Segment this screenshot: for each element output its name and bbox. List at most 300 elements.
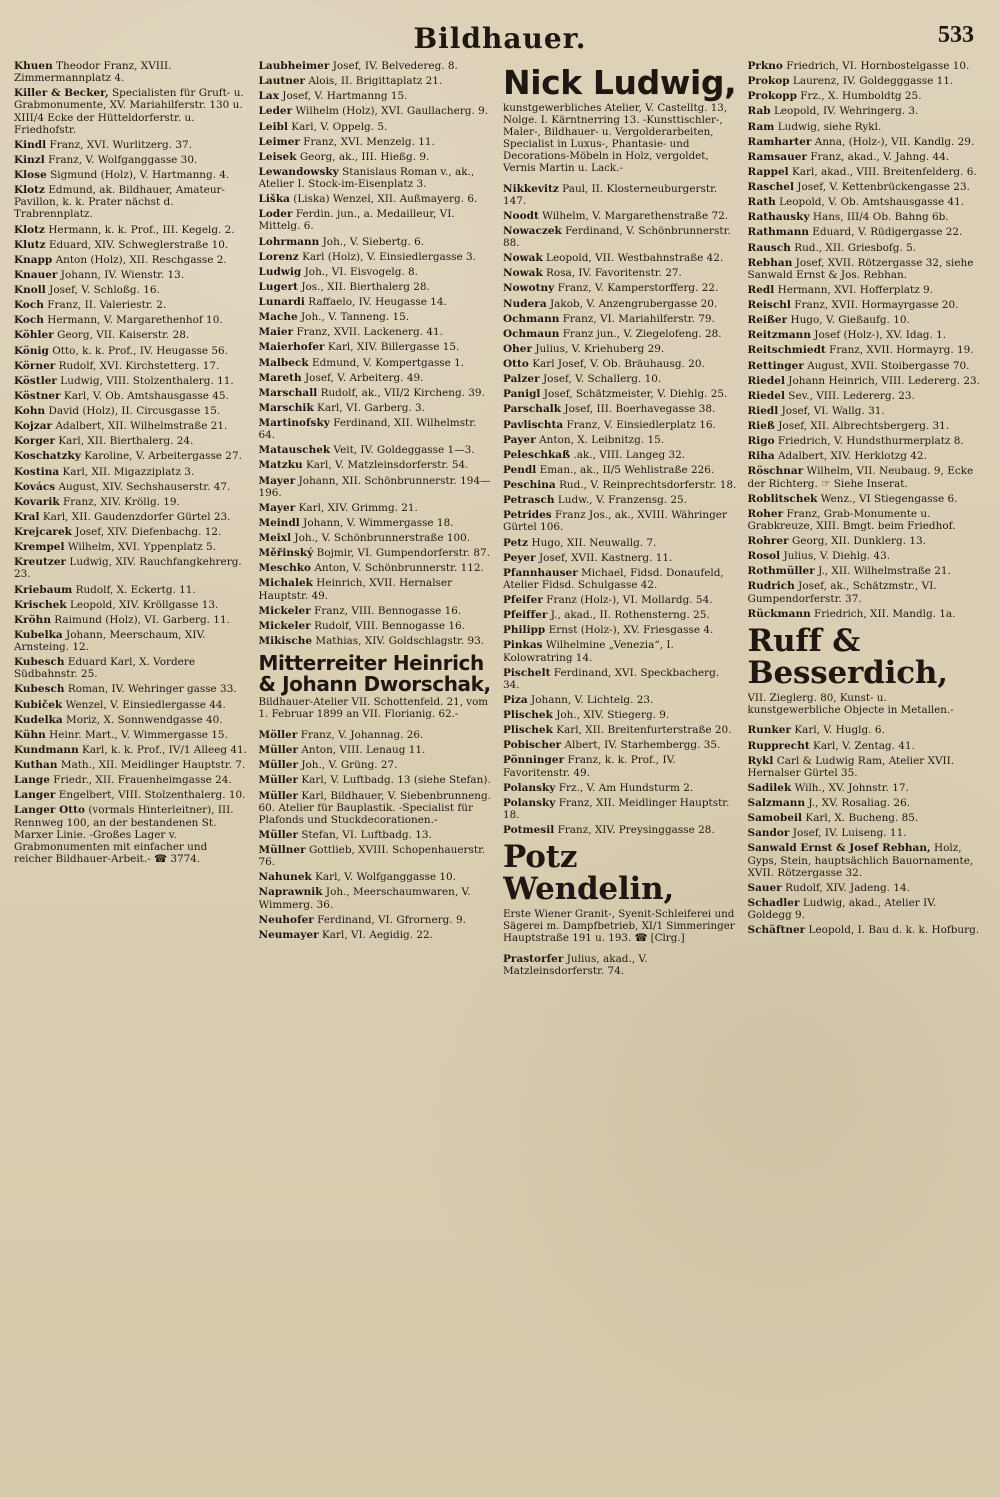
directory-entry [259, 517, 494, 529]
entry-details: Josef, XIV. Diefenbachg. 12. [71, 526, 222, 538]
entry-name: Rab [747, 105, 771, 118]
entry-name: Roher [747, 507, 784, 520]
directory-entry [259, 774, 494, 786]
directory-entry [14, 699, 249, 711]
entry-details: Sev., VIII. Ledererg. 23. [784, 389, 915, 402]
entry-name: Koch [14, 299, 44, 312]
entry-details: Wilhelm, VII. Neubaug. 9, Ecke der Richterg. ☞ Siehe Inserat. [747, 465, 974, 490]
entry-details: Josef, VI. Wallg. 31. [778, 404, 885, 417]
directory-entry [503, 403, 738, 415]
directory-entry [259, 105, 494, 117]
entry-details: Karl, XIV. Billergasse 15. [324, 341, 460, 354]
entry-details: Frz., X. Humboldtg 25. [796, 90, 922, 103]
entry-details: Karl, V. Oppelg. 5. [287, 120, 388, 133]
entry-details: Wilhelm, XVI. Yppenplatz 5. [64, 541, 216, 554]
entry-details: Jos., XII. Bierthalerg 28. [298, 280, 430, 293]
entry-details: Ferdinand, XII. Wilhelmstr. 64. [258, 417, 477, 442]
entry-details: Anton, X. Leibnitzg. 15. [535, 433, 665, 446]
directory-entry [748, 550, 983, 562]
directory-entry [14, 284, 249, 296]
entry-details: Karl, XII. Breitenfurterstraße 20. [552, 724, 732, 737]
directory-entry [748, 314, 983, 326]
directory-entry [503, 609, 738, 621]
entry-name: Reitschmiedt [747, 344, 826, 357]
entry-details: Josef, V. Hartmanng 15. [278, 90, 408, 103]
directory-entry [14, 224, 249, 236]
directory-entry [259, 311, 494, 323]
directory-entry [503, 282, 738, 294]
entry-name: Marschik [258, 401, 314, 414]
entry-details: Anton (Holz), XII. Reschgasse 2. [52, 253, 227, 266]
entry-name: Klotz [14, 184, 45, 197]
entry-name: Rosol [747, 550, 781, 563]
directory-entry [14, 729, 249, 741]
directory-entry [748, 90, 983, 102]
directory-entry [748, 121, 983, 133]
directory-entry [14, 804, 249, 865]
entry-name: Rothmüller [747, 565, 815, 578]
entry-name: Müller [258, 759, 299, 772]
directory-entry [503, 709, 738, 721]
directory-entry [14, 184, 249, 220]
directory-entry [259, 417, 494, 441]
directory-entry [259, 444, 494, 456]
page-number: 533 [938, 22, 974, 48]
directory-entry [259, 151, 494, 163]
directory-entry [748, 226, 983, 238]
entry-name: Plischek [503, 724, 553, 737]
entry-details: Hans, III/4 Ob. Bahng 6b. [809, 211, 949, 224]
entry-details: Engelbert, VIII. Stolzenthalerg. 10. [55, 789, 246, 802]
entry-name: Sadilek [747, 781, 792, 794]
directory-entry [259, 829, 494, 841]
directory-entry [14, 629, 249, 653]
directory-entry [259, 208, 494, 232]
entry-name: Rigo [747, 435, 775, 448]
directory-entry [503, 594, 738, 606]
entry-name: Kubelka [14, 628, 63, 641]
entry-details: Rud., V. Reinprechtsdorferstr. 18. [555, 479, 737, 492]
entry-details: Franz, V. Kamperstorfferg. 22. [554, 282, 719, 295]
entry-details: Wilhelm, V. Margarethenstraße 72. [538, 209, 729, 222]
directory-entry [503, 252, 738, 264]
entry-name: Korger [14, 435, 56, 448]
entry-name: Panigl [503, 388, 541, 401]
directory-entry [259, 871, 494, 883]
entry-details: Roman, IV. Wehringer gasse 33. [64, 683, 237, 696]
advertisement-title: Potz Wendelin, [503, 839, 675, 908]
entry-name: Rohrer [747, 535, 789, 547]
entry-details: Leopold, I. Bau d. k. k. Hofburg. [805, 924, 980, 937]
entry-name: Potmesil [503, 824, 555, 837]
directory-entry [748, 105, 983, 117]
entry-details: Josef, Schätzmeister, V. Diehlg. 25. [540, 388, 728, 401]
entry-details: Rudolf, XVI. Kirchstetterg. 17. [55, 359, 220, 372]
directory-entry [259, 402, 494, 414]
entry-details: Math., XII. Meidlinger Hauptstr. 7. [57, 759, 246, 771]
directory-entry [503, 225, 738, 249]
entry-details: Josef, III. Boerhavegasse 38. [561, 403, 716, 416]
advertisement-body: Erste Wiener Granit-, Syenit-Schleiferei und Sägerei m. Dampfbetrieb, XI/1 Simmeringer Hauptstraße 191 u. 193. ☎ [Clrg.] [503, 908, 735, 944]
entry-name: Nowotny [503, 282, 555, 295]
entry-name: Schadler [747, 896, 800, 909]
entry-details: Karl, akad., VIII. Breitenfelderg. 6. [788, 165, 977, 178]
entry-name: Kühn [14, 728, 46, 741]
entry-name: Koch [14, 314, 44, 327]
entry-details: Karl, XII. Migazziplatz 3. [59, 465, 195, 478]
entry-name: Krejcarek [14, 526, 72, 538]
directory-entry [259, 372, 494, 384]
entry-name: Rupprecht [747, 739, 810, 752]
directory-entry [259, 844, 494, 868]
entry-details: Franz, XIV. Preysinggasse 28. [554, 824, 715, 837]
entry-details: Johann, IV. Wienstr. 13. [57, 268, 185, 281]
directory-entry [748, 435, 983, 447]
directory-entry [259, 281, 494, 293]
entry-details: Moriz, X. Sonnwendgasse 40. [62, 713, 223, 726]
entry-name: Pischelt [503, 666, 551, 679]
advertisement [503, 63, 738, 175]
directory-entry [259, 326, 494, 338]
directory-entry [259, 929, 494, 941]
directory-entry [748, 344, 983, 356]
directory-entry [259, 729, 494, 741]
entry-name: Rieß [747, 420, 775, 432]
entry-details: Josef, V. Arbeiterg. 49. [301, 371, 424, 384]
entry-details: Adalbert, XII. Wilhelmstraße 21. [52, 420, 228, 433]
entry-details: Edmund, V. Kompertgasse 1. [308, 356, 465, 369]
entry-details: Julius, akad., V. Matzleinsdorferstr. 74. [503, 952, 648, 978]
directory-entry [259, 236, 494, 248]
entry-details: Friedrich, V. Hundsthurmerplatz 8. [774, 435, 964, 448]
directory-entry [503, 328, 738, 340]
entry-details: Ludw., V. Franzensg. 25. [554, 494, 688, 507]
directory-entry [503, 754, 738, 778]
directory-entry [503, 494, 738, 506]
entry-name: Müller [258, 789, 299, 802]
entry-name: König [14, 344, 49, 357]
entry-name: Lunardi [258, 296, 305, 308]
entry-name: Rathausky [747, 211, 810, 224]
entry-details: Franz, V. Johannag. 26. [297, 729, 424, 742]
entry-details: Hermann, XVI. Hofferplatz 9. [774, 283, 933, 296]
entry-details: Josef (Holz-), XV. Idag. 1. [810, 329, 947, 342]
entry-details: Karl, k. k. Prof., IV/1 Alleeg 41. [78, 743, 247, 756]
entry-name: Michalek [258, 577, 313, 590]
entry-name: Rath [747, 196, 776, 209]
directory-entry [14, 329, 249, 341]
entry-details: Franz, XIV. Kröllg. 19. [59, 495, 180, 508]
directory-entry [259, 90, 494, 102]
entry-name: Sanwald Ernst & Josef Rebhan, [747, 842, 931, 855]
entry-details: Friedrich, XII. Mandlg. 1a. [810, 607, 956, 620]
entry-details: Wilh., XV. Johnstr. 17. [791, 781, 909, 794]
directory-entry [748, 580, 983, 604]
entry-name: Marschall [258, 386, 318, 399]
entry-details: Franz, XVII. Hormayrgasse 20. [790, 299, 959, 311]
entry-details: Karl (Holz), V. Einsiedlergasse 3. [298, 250, 476, 263]
entry-details: Rosa, IV. Favoritenstr. 27. [542, 267, 682, 280]
entry-details: (vormals Hinterleitner), III. Rennweg 100, an der bestandenen St. Marxer Linie. -Großes Lager v. Grabmonumenten mit einfacher und reicher Bildhauer-Arbeit.- ☎ 3774. [14, 804, 234, 865]
directory-entry [748, 782, 983, 794]
directory-entry [748, 882, 983, 894]
entry-name: Körner [14, 359, 56, 372]
entry-details: Specialisten für Gruft- u. Grabmonumente, XV. Mariahilferstr. 130 u. XIII/4 Ecke der Hütteldorferstr. u. Friedhofstr. [14, 87, 244, 136]
entry-details: Franz Jos., ak., XVIII. Währinger Gürtel 106. [503, 509, 727, 534]
entry-name: Ram [747, 120, 775, 133]
directory-entry [14, 614, 249, 626]
entry-details: Johann, XII. Schönbrunnerstr. 194—196. [258, 474, 491, 499]
entry-name: Rappel [747, 165, 789, 178]
entry-details: Karl, V. Wolfganggasse 10. [311, 871, 456, 884]
entry-name: Pendl [503, 463, 537, 476]
entry-details: Leopold, XIV. Kröllgasse 13. [66, 598, 219, 611]
entry-details: Franz, V. Wolfganggasse 30. [44, 153, 198, 166]
directory-entry [14, 139, 249, 151]
column-4 [748, 60, 987, 1490]
entry-details: Bojmir, VI. Gumpendorferstr. 87. [313, 547, 490, 560]
entry-details: Franz, V. Einsiedlerplatz 16. [563, 418, 716, 431]
directory-columns [14, 60, 986, 1490]
entry-name: Neumayer [258, 928, 319, 941]
entry-details: Josef, XVII. Kastnerg. 11. [535, 551, 673, 564]
directory-entry [503, 479, 738, 491]
entry-details: Adalbert, XIV. Herklotzg 42. [774, 450, 927, 463]
entry-name: Kohn [14, 405, 46, 417]
entry-name: Nowak [503, 252, 543, 265]
entry-name: Leibl [258, 120, 288, 133]
directory-entry [503, 298, 738, 310]
entry-name: Lorenz [258, 250, 299, 263]
entry-details: Wenzel, V. Einsiedlergasse 44. [62, 698, 226, 711]
directory-entry [748, 211, 983, 223]
entry-details: Karl, VI. Garberg. 3. [313, 401, 426, 414]
directory-entry [748, 812, 983, 824]
directory-entry [503, 953, 738, 977]
directory-entry [748, 299, 983, 311]
entry-name: Langer [14, 789, 56, 802]
entry-name: Nahunek [258, 871, 312, 884]
directory-entry [503, 667, 738, 691]
entry-details: Rudolf, XIV. Jadeng. 14. [781, 881, 910, 894]
directory-entry [14, 556, 249, 580]
entry-details: Eduard, V. Rüdigergasse 22. [808, 226, 963, 239]
directory-entry [14, 511, 249, 523]
entry-name: Neuhofer [258, 913, 314, 926]
entry-name: Röschnar [747, 465, 804, 478]
entry-details: Joh., VI. Eisvogelg. 8. [301, 265, 419, 278]
entry-name: Pobischer [503, 739, 562, 752]
entry-details: Leopold, IV. Wehringerg. 3. [770, 105, 919, 118]
entry-name: Peschina [503, 479, 556, 492]
directory-entry [14, 496, 249, 508]
entry-name: Ochmann [503, 312, 560, 325]
entry-name: Mareth [258, 371, 302, 384]
directory-entry [259, 166, 494, 190]
entry-name: Krischek [14, 598, 67, 611]
entry-details: Karl, V. Huglg. 6. [791, 724, 885, 737]
entry-details: Josef, V. Kettenbrückengasse 23. [793, 181, 970, 193]
entry-name: Nowak [503, 267, 543, 280]
entry-name: Leisek [258, 150, 297, 163]
directory-entry [259, 136, 494, 148]
entry-name: Payer [503, 433, 536, 446]
entry-name: Lohrmann [258, 235, 320, 248]
directory-entry [748, 196, 983, 208]
directory-entry [503, 464, 738, 476]
directory-entry [748, 151, 983, 163]
directory-entry [259, 886, 494, 910]
entry-name: Parschalk [503, 403, 562, 416]
advertisement-title: Mitterreiter Heinrich & Johann Dworschak, [258, 651, 491, 696]
directory-entry [503, 509, 738, 533]
entry-name: Lugert [258, 280, 298, 293]
entry-name: Müller [258, 828, 299, 841]
entry-name: Ochmaun [503, 327, 560, 340]
entry-name: Riedl [747, 404, 779, 417]
entry-name: Sauer [747, 881, 782, 894]
directory-entry [259, 635, 494, 647]
entry-details: Karl, VI. Aegidig. 22. [318, 928, 433, 941]
entry-details: Josef, ak., Schätzmstr., VI. Gumpendorferstr. 37. [747, 580, 937, 605]
entry-name: Riedel [747, 374, 785, 387]
directory-entry [259, 759, 494, 771]
entry-name: Redl [747, 283, 775, 296]
entry-details: Joh., V. Grüng. 27. [298, 759, 398, 772]
entry-name: Rykl [747, 754, 774, 767]
entry-details: Josef, IV. Belvedereg. 8. [329, 60, 458, 72]
directory-entry [259, 547, 494, 559]
entry-name: Pfannhauser [503, 566, 578, 579]
entry-details: Johann, Meerschaum, XIV. Arnsteing. 12. [14, 628, 206, 653]
directory-entry [14, 360, 249, 372]
entry-details: Franz, XII. Meidlinger Hauptstr. 18. [503, 796, 730, 821]
entry-details: Ferdinand, XVI. Speckbacherg. 34. [503, 666, 720, 691]
directory-entry [748, 535, 983, 547]
directory-entry [14, 450, 249, 462]
advertisement [259, 653, 494, 721]
entry-details: Franz, XVII. Lackenerg. 41. [293, 326, 443, 339]
directory-entry [14, 405, 249, 417]
directory-entry [14, 744, 249, 756]
entry-details: Karoline, V. Arbeitergasse 27. [80, 450, 242, 463]
entry-details: Stanislaus Roman v., ak., Atelier I. Stock-im-Eisenplatz 3. [258, 165, 475, 190]
entry-name: Meixl [258, 532, 292, 544]
entry-details: Joh., V. Tanneng. 15. [297, 311, 410, 324]
entry-details: Georg, VII. Kaiserstr. 28. [53, 329, 190, 342]
directory-entry [503, 537, 738, 549]
entry-details: Leopold, V. Ob. Amtshausgasse 41. [775, 196, 965, 209]
entry-name: Kreutzer [14, 556, 67, 569]
directory-entry [259, 790, 494, 826]
entry-name: Lautner [258, 75, 306, 88]
directory-entry [503, 313, 738, 325]
directory-entry [748, 740, 983, 752]
entry-details: Karl, V. Ob. Amtshausgasse 45. [60, 389, 229, 402]
directory-entry [259, 121, 494, 133]
entry-details: Karl, X. Bucheng. 85. [802, 812, 919, 825]
entry-name: Langer Otto [14, 804, 86, 817]
directory-entry [503, 797, 738, 821]
entry-name: Roblitschek [747, 492, 818, 505]
entry-name: Kubiček [14, 698, 63, 711]
entry-details: Sigmund (Holz), V. Hartmanng. 4. [46, 169, 230, 181]
entry-name: Runker [747, 724, 792, 737]
directory-entry [503, 639, 738, 663]
entry-details: Alois, II. Brigittaplatz 21. [305, 75, 443, 88]
entry-name: Kovarik [14, 495, 60, 508]
entry-details: Karl, XII. Bierthalerg. 24. [55, 435, 194, 448]
entry-name: Köstner [14, 389, 61, 402]
entry-name: Prokopp [747, 90, 797, 103]
advertisement-title: Ruff & Besserdich, [747, 622, 948, 691]
directory-entry [748, 329, 983, 341]
entry-details: Franz, Grab-Monumente u. Grabkreuze, XIII. Bmgt. beim Friedhof. [747, 507, 956, 532]
directory-entry [748, 75, 983, 87]
entry-name: Peleschkaß [503, 448, 571, 461]
page-header [14, 18, 986, 54]
entry-name: Peyer [503, 551, 536, 564]
entry-name: Prastorfer [503, 952, 564, 965]
directory-entry [748, 360, 983, 372]
entry-details: Veit, IV. Goldeggasse 1—3. [330, 444, 475, 457]
entry-name: Matzku [258, 459, 303, 472]
entry-details: Josef, XVII. Rötzergasse 32, siehe Sanwald Ernst & Jos. Rebhan. [747, 256, 974, 281]
entry-details: Rudolf, VIII. Bennogasse 16. [310, 619, 465, 632]
directory-entry [503, 419, 738, 431]
directory-entry [259, 532, 494, 544]
directory-entry [14, 774, 249, 786]
directory-entry [748, 797, 983, 809]
entry-name: Koschatzky [14, 450, 81, 463]
directory-entry [14, 60, 249, 84]
entry-name: Müller [258, 774, 299, 787]
advertisement-title: Nick Ludwig, [503, 63, 737, 102]
entry-details: Joh., V. Siebertg. 6. [319, 235, 425, 248]
entry-name: Pfeiffer [503, 609, 548, 622]
entry-name: Petrasch [503, 494, 555, 507]
directory-entry [503, 358, 738, 370]
directory-entry [748, 136, 983, 148]
directory-entry [259, 296, 494, 308]
entry-details: Friedr., XII. Frauenheimgasse 24. [49, 774, 232, 787]
entry-name: Mickeler [258, 619, 311, 632]
entry-details: Jakob, V. Anzengrubergasse 20. [546, 297, 718, 310]
entry-name: Ramharter [747, 135, 812, 148]
entry-details: Wenz., VI Stiegengasse 6. [817, 492, 958, 505]
directory-entry [503, 694, 738, 706]
directory-entry [259, 60, 494, 72]
entry-details: Hermann, k. k. Prof., III. Kegelg. 2. [45, 223, 235, 236]
entry-name: Rausch [747, 241, 791, 254]
entry-name: Kuthan [14, 759, 58, 771]
entry-name: Kindl [14, 138, 47, 151]
entry-name: Sandor [747, 827, 790, 840]
entry-name: Piza [503, 693, 528, 706]
directory-entry [748, 257, 983, 281]
directory-entry [259, 744, 494, 756]
entry-details: Carl & Ludwig Ram, Atelier XVII. Hernalser Gürtel 35. [747, 754, 955, 779]
entry-details: Franz, VIII. Bennogasse 16. [310, 604, 462, 617]
entry-details: Ferdin. jun., a. Medailleur, VI. Mittelg. 6. [258, 208, 455, 233]
directory-entry [14, 683, 249, 695]
directory-entry [14, 390, 249, 402]
entry-details: Raimund (Holz), VI. Garberg. 11. [50, 613, 230, 626]
directory-entry [748, 390, 983, 402]
entry-name: Köstler [14, 374, 57, 387]
entry-details: Leopold, VII. Westbahnstraße 42. [542, 252, 724, 265]
entry-details: Heinr. Mart., V. Wimmergasse 15. [45, 728, 228, 741]
